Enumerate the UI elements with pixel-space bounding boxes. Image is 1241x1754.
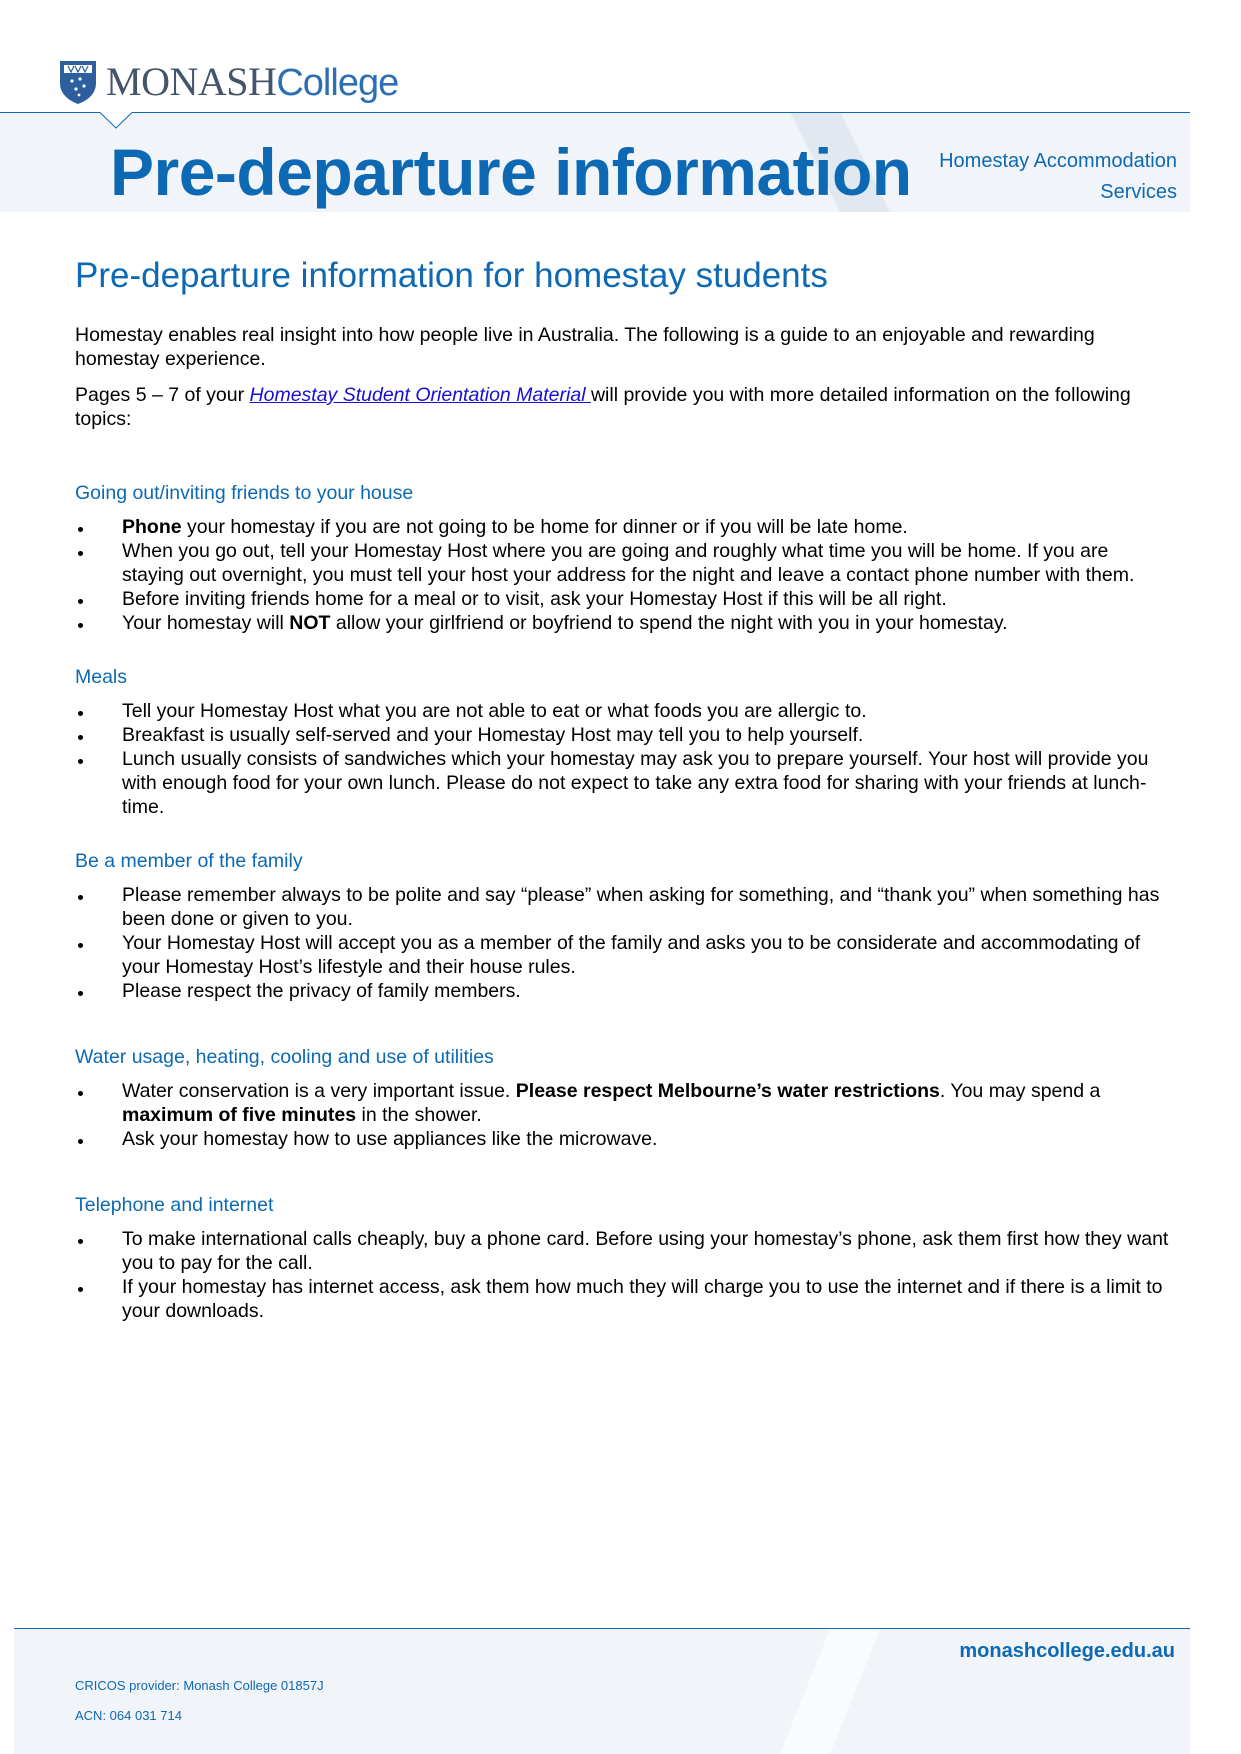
pages-prefix: Pages 5 – 7 of your: [75, 384, 250, 406]
list-item: To make international calls cheaply, buy a phone card. Before using your homestay’s phone, ask them first how they want you to pay for the call.: [75, 1227, 1175, 1275]
footer-cricos: CRICOS provider: Monash College 01857J: [75, 1678, 324, 1693]
footer-acn: ACN: 064 031 714: [75, 1708, 182, 1723]
item-text: allow your girlfriend or boyfriend to spend the night with you in your homestay.: [330, 612, 1008, 634]
section-telephone: [75, 1193, 1175, 1323]
list-item: If your homestay has internet access, ask them how much they will charge you to use the internet and if there is a limit to your downloads.: [75, 1275, 1175, 1323]
section-family: [75, 849, 1175, 1003]
bullet-list: [75, 699, 1175, 819]
section-water: [75, 1045, 1175, 1151]
bullet-list: [75, 883, 1175, 1003]
list-item: Ask your homestay how to use appliances like the microwave.: [75, 1127, 1175, 1151]
item-text: . You may spend a: [939, 1080, 1101, 1102]
logo-wordmark: [106, 59, 399, 104]
list-item: Breakfast is usually self-served and your Homestay Host may tell you to help yourself.: [75, 723, 1175, 747]
bullet-list: [75, 1227, 1175, 1323]
list-item: When you go out, tell your Homestay Host where you are going and roughly what time you will be home. If you are staying out overnight, you must tell your host your address for the night and leave a contact phone number with them.: [75, 539, 1175, 587]
pages-paragraph: [75, 383, 1175, 431]
list-item: Please remember always to be polite and say “please” when asking for something, and “thank you” when something has been done or given to you.: [75, 883, 1175, 931]
list-item: Lunch usually consists of sandwiches which your homestay may ask you to prepare yourself. Your host will provide you with enough food for your own lunch. Please do not expect to take any extra food for sharing with your friends at lunch-time.: [75, 747, 1175, 819]
list-item: Please respect the privacy of family members.: [75, 979, 1175, 1003]
section-title: Going out/inviting friends to your house: [75, 482, 414, 504]
item-text: Water conservation is a very important issue.: [122, 1080, 516, 1102]
monash-crest-icon: [58, 59, 98, 105]
item-text: your homestay if you are not going to be home for dinner or if you will be late home.: [181, 516, 908, 538]
list-item: [75, 515, 1175, 539]
header-subtitle: [877, 146, 1177, 208]
bold-text: maximum of five minutes: [122, 1104, 357, 1126]
orientation-material-link[interactable]: Homestay Student Orientation Material: [249, 384, 591, 406]
section-title: Water usage, heating, cooling and use of utilities: [75, 1046, 494, 1068]
item-text: in the shower.: [356, 1104, 482, 1126]
list-item: Your Homestay Host will accept you as a member of the family and asks you to be considerate and accommodating of your Homestay Host’s lifestyle and their house rules.: [75, 931, 1175, 979]
list-item: [75, 611, 1175, 635]
bold-text: Please respect Melbourne’s water restrictions: [515, 1080, 940, 1102]
list-item: Before inviting friends home for a meal or to visit, ask your Homestay Host if this will be all right.: [75, 587, 1175, 611]
document-heading: Pre-departure information for homestay students: [75, 256, 828, 295]
footer-website-link[interactable]: monashcollege.edu.au: [959, 1640, 1175, 1662]
logo-brand: MONASH: [106, 59, 277, 104]
bullet-list: [75, 515, 1175, 635]
page-title: Pre-departure information: [110, 135, 912, 209]
list-item: [75, 1079, 1175, 1127]
section-title: Meals: [75, 666, 128, 688]
bullet-list: [75, 1079, 1175, 1151]
section-going-out: [75, 481, 1175, 635]
subtitle-line-1: Homestay Accommodation: [939, 150, 1177, 172]
section-title: Be a member of the family: [75, 850, 303, 872]
subtitle-line-2: Services: [1100, 181, 1177, 203]
intro-paragraph: Homestay enables real insight into how people live in Australia. The following is a guide to an enjoyable and rewarding homestay experience.: [75, 324, 1095, 370]
list-item: Tell your Homestay Host what you are not able to eat or what foods you are allergic to.: [75, 699, 1175, 723]
monash-college-logo: [58, 58, 398, 106]
bold-text: NOT: [289, 612, 331, 634]
section-title: Telephone and internet: [75, 1194, 274, 1216]
bold-text: Phone: [122, 516, 182, 538]
pages-suffix: will provide you with more detailed information on the following topics:: [75, 384, 1131, 430]
document-body: [75, 255, 1175, 1323]
logo-suffix: College: [276, 62, 399, 104]
item-text: Your homestay will: [122, 612, 290, 634]
section-meals: [75, 665, 1175, 819]
